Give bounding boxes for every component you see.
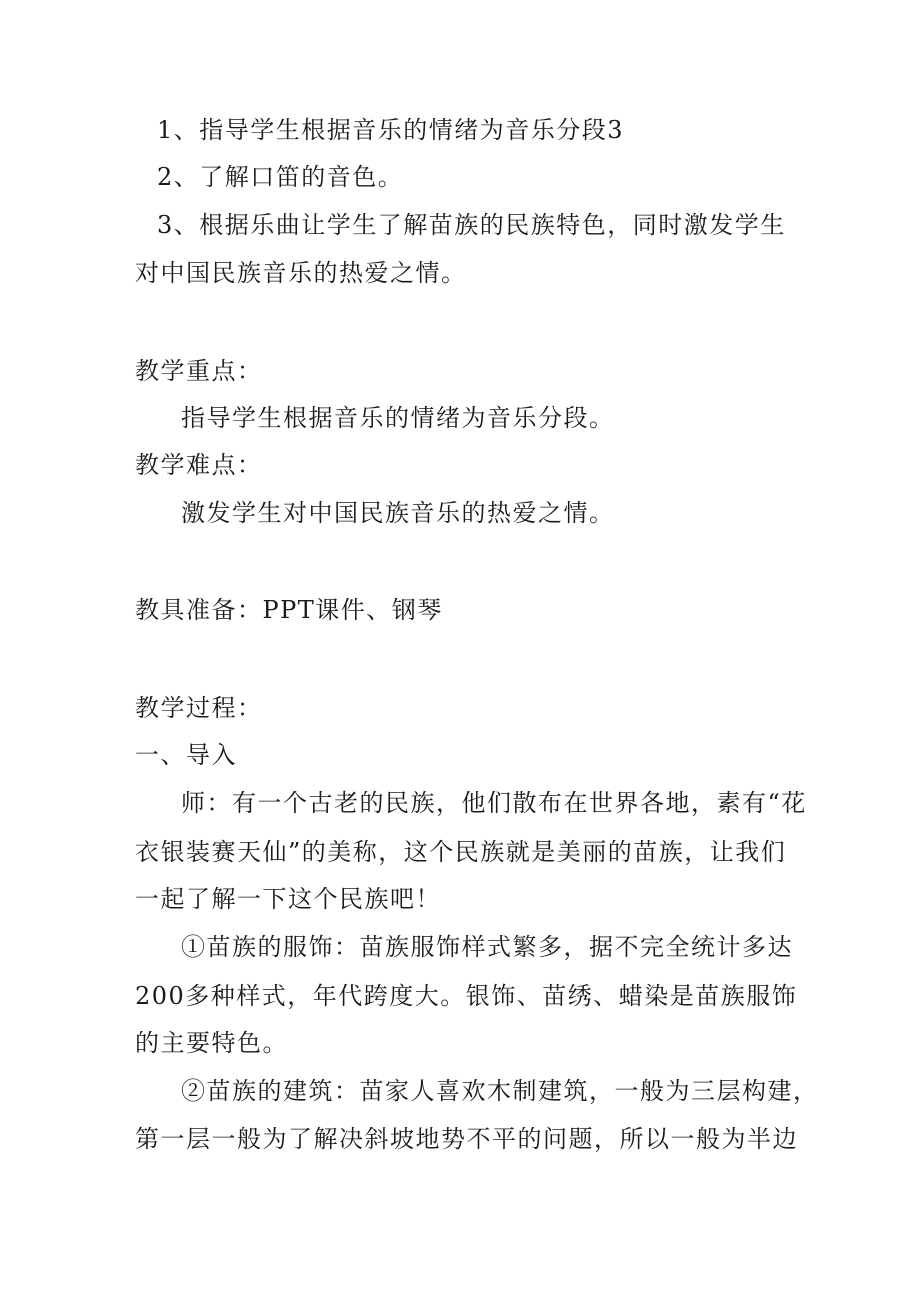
clothing-line-2: 200多种样式，年代跨度大。银饰、苗绣、蜡染是苗族服饰 [135,982,798,1010]
key-point-content: 指导学生根据音乐的情绪为音乐分段。 [181,404,615,432]
clothing-line-1: ①苗族的服饰：苗族服饰样式繁多，据不完全统计多达 [181,933,793,961]
objective-item-3-line-2: 对中国民族音乐的热爱之情。 [135,259,467,287]
difficulty-heading: 教学难点： [135,451,263,479]
section-1-heading: 一、导入 [135,741,237,769]
process-heading: 教学过程： [135,694,263,722]
teacher-line-1: 师：有一个古老的民族，他们散布在世界各地，素有“花 [181,789,807,817]
teacher-line-3: 一起了解一下这个民族吧！ [135,885,441,913]
clothing-line-3: 的主要特色。 [135,1029,288,1057]
building-line-1: ②苗族的建筑：苗家人喜欢木制建筑，一般为三层构建， [181,1077,819,1105]
difficulty-content: 激发学生对中国民族音乐的热爱之情。 [181,499,615,527]
objective-item-3-line-1: 3、根据乐曲让学生了解苗族的民族特色，同时激发学生 [157,211,786,239]
materials-line: 教具准备：PPT课件、钢琴 [135,596,443,624]
key-point-heading: 教学重点： [135,357,263,385]
teacher-line-2: 衣银装赛天仙”的美称，这个民族就是美丽的苗族，让我们 [135,838,787,866]
building-line-2: 第一层一般为了解决斜坡地势不平的问题，所以一般为半边 [135,1125,798,1153]
objective-item-1: 1、指导学生根据音乐的情绪为音乐分段3 [157,116,625,144]
objective-item-2: 2、了解口笛的音色。 [157,163,404,191]
